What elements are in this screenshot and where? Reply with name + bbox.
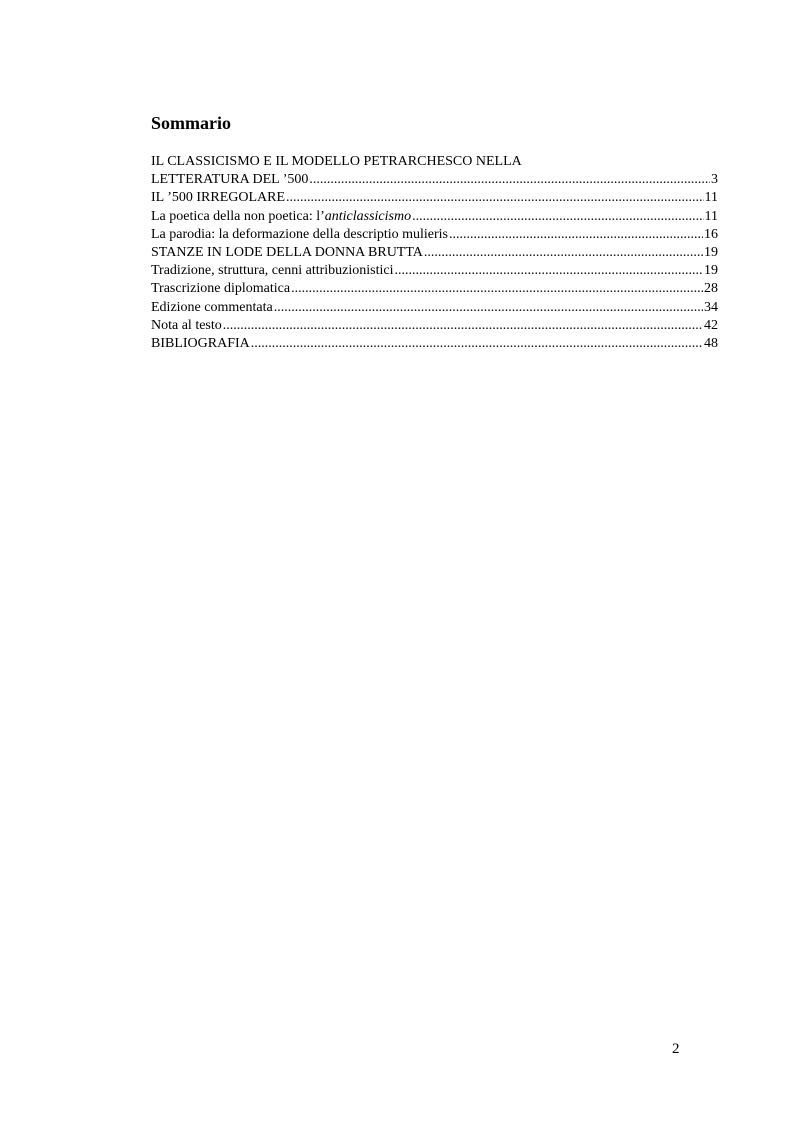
toc-entry-title: Edizione commentata: [151, 299, 273, 315]
toc-entry-page: 42: [704, 317, 718, 333]
toc-entry[interactable]: [151, 335, 718, 353]
toc-entry-title: Nota al testo: [151, 317, 222, 333]
toc-entry-title: La parodia: la deformazione della descriptio mulieris: [151, 226, 448, 242]
toc-dot-leader: [449, 226, 703, 244]
toc-entry-title: STANZE IN LODE DELLA DONNA BRUTTA: [151, 244, 423, 260]
toc-entry[interactable]: [151, 262, 718, 280]
toc-entry[interactable]: [151, 317, 718, 335]
toc-entry-page: 48: [704, 335, 718, 351]
toc-entry-title-italic: anticlassicismo: [324, 208, 412, 224]
toc-entry-title-prefix: La poetica della non poetica: l’: [151, 208, 325, 224]
toc-entry[interactable]: [151, 171, 718, 189]
toc-entry-page: 28: [704, 281, 718, 297]
toc-entry[interactable]: [151, 189, 718, 207]
toc-entry[interactable]: [151, 244, 718, 262]
toc-dot-leader: [223, 317, 703, 335]
toc-dot-leader: [424, 244, 703, 262]
toc-dot-leader: [291, 280, 703, 298]
toc-entry-title: IL ’500 IRREGOLARE: [151, 190, 286, 206]
toc-entry-page: 16: [704, 226, 718, 242]
toc-entry[interactable]: [151, 153, 718, 171]
toc-entry[interactable]: [151, 280, 718, 298]
toc-entry-page: 11: [704, 208, 718, 224]
toc-entry-page: 11: [704, 190, 718, 206]
toc-entry-page: 3: [711, 172, 718, 188]
toc-entry-title: Tradizione, struttura, cenni attribuzionistici: [151, 263, 394, 279]
toc-entry-title: LETTERATURA DEL ’500: [151, 172, 309, 188]
toc-entry[interactable]: [151, 208, 718, 226]
toc-entry-page: 19: [704, 244, 718, 260]
toc-entry[interactable]: [151, 226, 718, 244]
toc-entry-title: Trascrizione diplomatica: [151, 281, 291, 297]
toc-dot-leader: [309, 171, 710, 189]
toc-entry-title: BIBLIOGRAFIA: [151, 335, 250, 351]
toc-entry-title: [151, 208, 411, 226]
toc-dot-leader: [251, 335, 703, 353]
page-number: 2: [672, 1041, 680, 1057]
toc-dot-leader: [412, 208, 703, 226]
toc-dot-leader: [274, 299, 703, 317]
table-of-contents: [151, 153, 718, 353]
toc-entry-page: 19: [704, 263, 718, 279]
toc-dot-leader: [286, 189, 703, 207]
toc-entry-title: IL CLASSICISMO E IL MODELLO PETRARCHESCO NELLA: [151, 154, 522, 169]
toc-entry-page: 34: [704, 299, 718, 315]
toc-entry[interactable]: [151, 299, 718, 317]
toc-dot-leader: [394, 262, 703, 280]
toc-heading: Sommario: [151, 113, 231, 133]
